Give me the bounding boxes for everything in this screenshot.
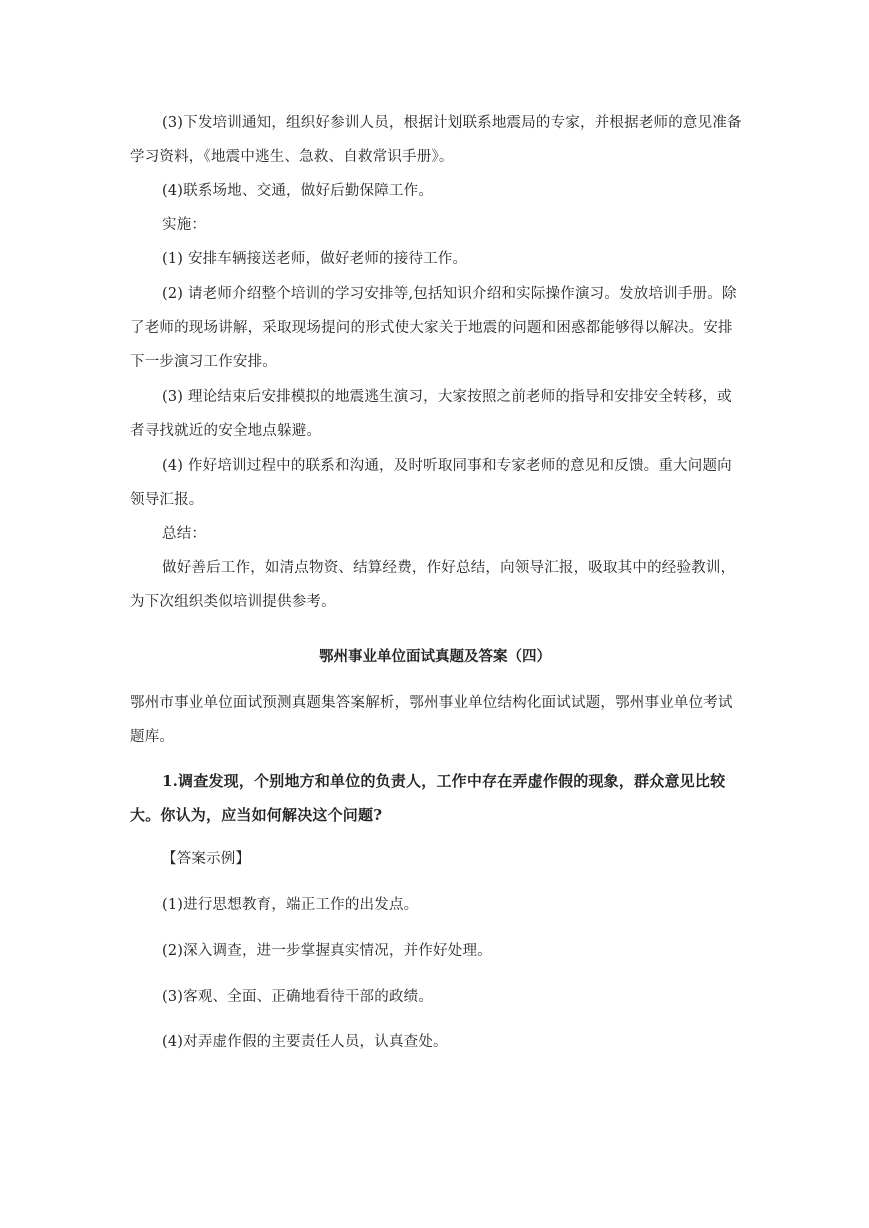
heading-summary: 总结：	[162, 526, 207, 542]
paragraph-step-3-notice: (3)下发培训通知，组织好参训人员，根据计划联系地震局的专家，并根据老师的意见准备学习资料，《地震中逃生、急救、自救常识手册》。	[130, 115, 742, 165]
paragraph-impl-3: (3) 理论结束后安排模拟的地震逃生演习，大家按照之前老师的指导和安排安全转移，或者寻找就近的安全地点躲避。	[130, 389, 732, 439]
section-intro: 鄂州市事业单位面试预测真题集答案解析，鄂州事业单位结构化面试试题，鄂州事业单位考试题库。	[130, 695, 733, 745]
answer-item-2: (2)深入调查，进一步掌握真实情况，并作好处理。	[162, 943, 492, 959]
answer-item-1: (1)进行思想教育，端正工作的出发点。	[162, 897, 419, 913]
answer-item-4: (4)对弄虚作假的主要责任人员，认真查处。	[162, 1034, 448, 1050]
paragraph-impl-2: (2) 请老师介绍整个培训的学习安排等,包括知识介绍和实际操作演习。发放培训手册。除了老师的现场讲解，采取现场提问的形式使大家关于地震的问题和困惑都能够得以解决。安排下一步演习工作安排。	[130, 286, 737, 370]
question-1: 1.调查发现，个别地方和单位的负责人，工作中存在弄虚作假的现象，群众意见比较大。你认为，应当如何解决这个问题?	[130, 772, 726, 824]
paragraph-step-4-venue: (4)联系场地、交通，做好后勤保障工作。	[162, 183, 434, 199]
paragraph-summary: 做好善后工作，如清点物资、结算经费，作好总结，向领导汇报，吸取其中的经验教训，为下次组织类似培训提供参考。	[130, 560, 736, 610]
section-title: 鄂州事业单位面试真题及答案（四）	[319, 648, 551, 665]
paragraph-impl-4: (4) 作好培训过程中的联系和沟通，及时听取同事和专家老师的意见和反馈。重大问题向领导汇报。	[130, 458, 732, 508]
paragraph-impl-1: (1) 安排车辆接送老师，做好老师的接待工作。	[162, 251, 468, 267]
answer-item-3: (3)客观、全面、正确地看待干部的政绩。	[162, 989, 434, 1005]
heading-implementation: 实施：	[162, 217, 207, 233]
answer-label: 【答案示例】	[162, 851, 251, 867]
